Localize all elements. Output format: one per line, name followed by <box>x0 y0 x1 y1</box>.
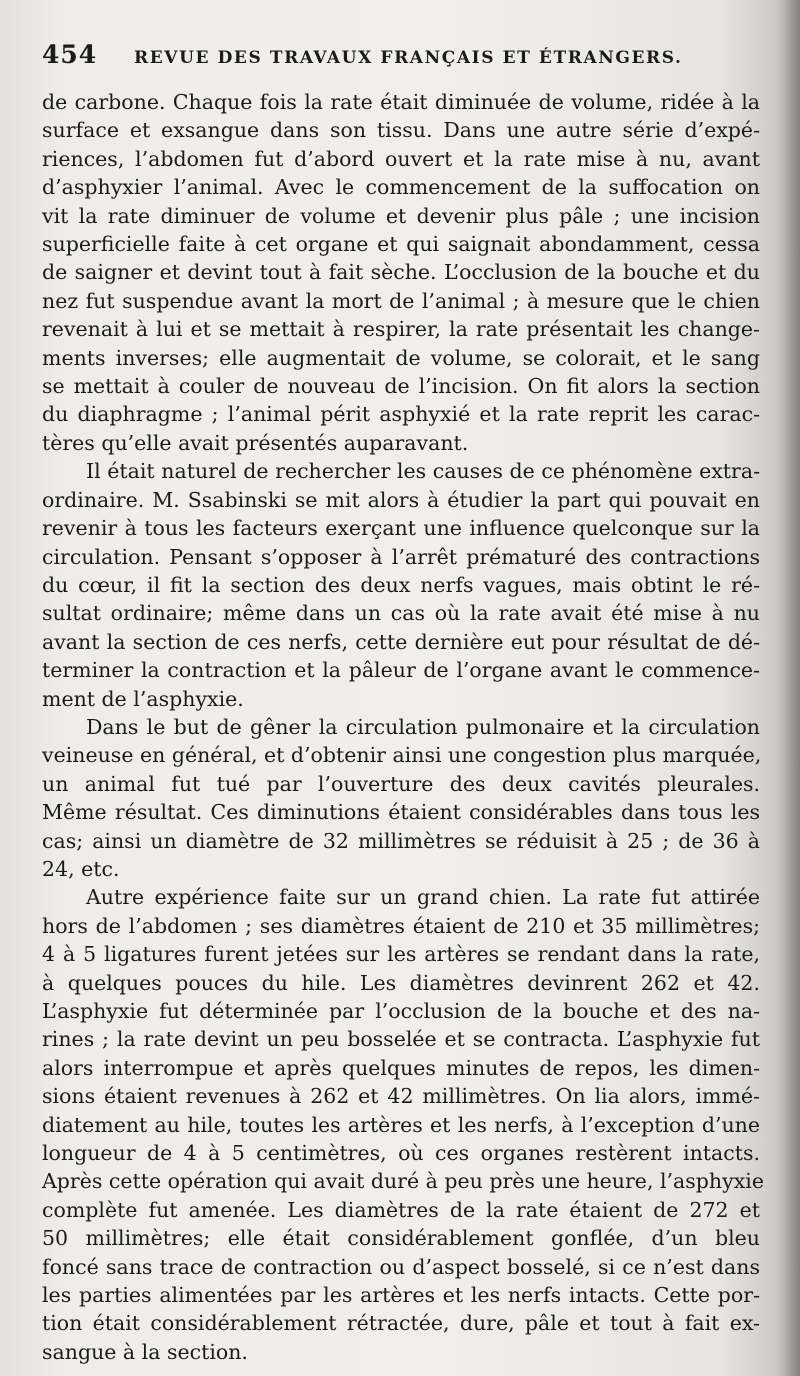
text-line: ment de l’asphyxie. <box>42 686 244 711</box>
body-text <box>42 88 764 1366</box>
text-line: se mettait à couler de nouveau de l’incision. On fit alors la section <box>42 374 760 399</box>
text-line: 24, etc. <box>42 856 120 881</box>
text-line: sultat ordinaire; même dans un cas où la rate avait été mise à nu <box>42 601 760 626</box>
text-line: d’asphyxier l’animal. Avec le commencement de la suffocation on <box>42 175 760 200</box>
text-line: nez fut suspendue avant la mort de l’animal ; à mesure que le chien <box>42 288 760 313</box>
text-line: Après cette opération qui avait duré à peu près une heure, l’asphyxie <box>42 1169 764 1194</box>
text-line: 50 millimètres; elle était considérablement gonflée, d’un bleu <box>42 1226 760 1251</box>
text-line: tion était considérablement rétractée, dure, pâle et tout à fait ex- <box>42 1311 760 1336</box>
paragraph <box>42 713 760 883</box>
text-line: veineuse en général, et d’obtenir ainsi une congestion plus marquée, <box>42 743 762 768</box>
text-line: Même résultat. Ces diminutions étaient considérables dans tous les <box>42 800 760 825</box>
text-line: hors de l’abdomen ; ses diamètres étaient de 210 et 35 millimètres; <box>42 913 760 938</box>
text-line: de saigner et devint tout à fait sèche. L’occlusion de la bouche et du <box>42 260 760 285</box>
text-line: foncé sans trace de contraction ou d’aspect bosselé, si ce n’est dans <box>42 1254 760 1279</box>
paragraph <box>42 883 764 1366</box>
text-line: terminer la contraction et la pâleur de l’organe avant le commence- <box>42 658 760 683</box>
text-line: sangue à la section. <box>42 1339 248 1364</box>
text-line: alors interrompue et après quelques minutes de repos, les dimen- <box>42 1055 760 1080</box>
text-line: superficielle faite à cet organe et qui saignait abondamment, cessa <box>42 232 760 257</box>
text-line: diatement au hile, toutes les artères et les nerfs, à l’exception d’une <box>42 1112 760 1137</box>
text-line: ments inverses; elle augmentait de volume, se colorait, et le sang <box>42 345 760 370</box>
text-line: du cœur, il fit la section des deux nerfs vagues, mais obtint le ré- <box>42 572 760 597</box>
text-line: ordinaire. M. Ssabinski se mit alors à étudier la part qui pouvait en <box>42 487 760 512</box>
running-head <box>42 40 760 78</box>
text-line: circulation. Pensant s’opposer à l’arrêt prématuré des contractions <box>42 544 760 569</box>
text-line: Dans le but de gêner la circulation pulmonaire et la circulation <box>86 714 760 739</box>
text-line: un animal fut tué par l’ouverture des deux cavités pleurales. <box>42 771 760 796</box>
text-line: tères qu’elle avait présentés auparavant. <box>42 430 469 455</box>
paragraph <box>42 88 760 457</box>
text-line: 4 à 5 ligatures furent jetées sur les artères se rendant dans la rate, <box>42 942 760 967</box>
text-line: complète fut amenée. Les diamètres de la rate étaient de 272 et <box>42 1197 760 1222</box>
text-line: rines ; la rate devint un peu bosselée et se contracta. L’asphyxie fut <box>42 1027 760 1052</box>
text-line: du diaphragme ; l’animal périt asphyxié et la rate reprit les carac- <box>42 402 760 427</box>
text-line: cas; ainsi un diamètre de 32 millimètres se réduisit à 25 ; de 36 à <box>42 828 760 853</box>
text-line: L’asphyxie fut déterminée par l’occlusion de la bouche et des na- <box>42 999 760 1023</box>
text-line: les parties alimentées par les artères et les nerfs intacts. Cette por- <box>42 1283 760 1308</box>
text-line: de carbone. Chaque fois la rate était diminuée de volume, ridée à la <box>42 90 760 114</box>
text-line: riences, l’abdomen fut d’abord ouvert et la rate mise à nu, avant <box>42 146 760 171</box>
text-line: revenait à lui et se mettait à respirer, la rate présentait les change- <box>42 317 760 342</box>
page-edge-shadow <box>774 0 800 1376</box>
page-number: 454 <box>42 40 98 69</box>
text-line: Autre expérience faite sur un grand chien. La rate fut attirée <box>86 885 760 910</box>
text-line: vit la rate diminuer de volume et devenir plus pâle ; une incision <box>42 203 760 228</box>
text-line: Il était naturel de rechercher les causes de ce phénomène extra- <box>86 459 760 484</box>
journal-title: REVUE DES TRAVAUX FRANÇAIS ET ÉTRANGERS. <box>134 48 683 68</box>
text-line: longueur de 4 à 5 centimètres, où ces organes restèrent intacts. <box>42 1141 760 1166</box>
text-line: surface et exsangue dans son tissu. Dans une autre série d’expé- <box>42 118 760 143</box>
paragraph <box>42 457 760 713</box>
text-line: revenir à tous les facteurs exerçant une influence quelconque sur la <box>42 516 760 541</box>
text-line: avant la section de ces nerfs, cette dernière eut pour résultat de dé- <box>42 629 760 654</box>
text-line: à quelques pouces du hile. Les diamètres devinrent 262 et 42. <box>42 970 760 995</box>
text-line: sions étaient revenues à 262 et 42 millimètres. On lia alors, immé- <box>42 1084 760 1109</box>
